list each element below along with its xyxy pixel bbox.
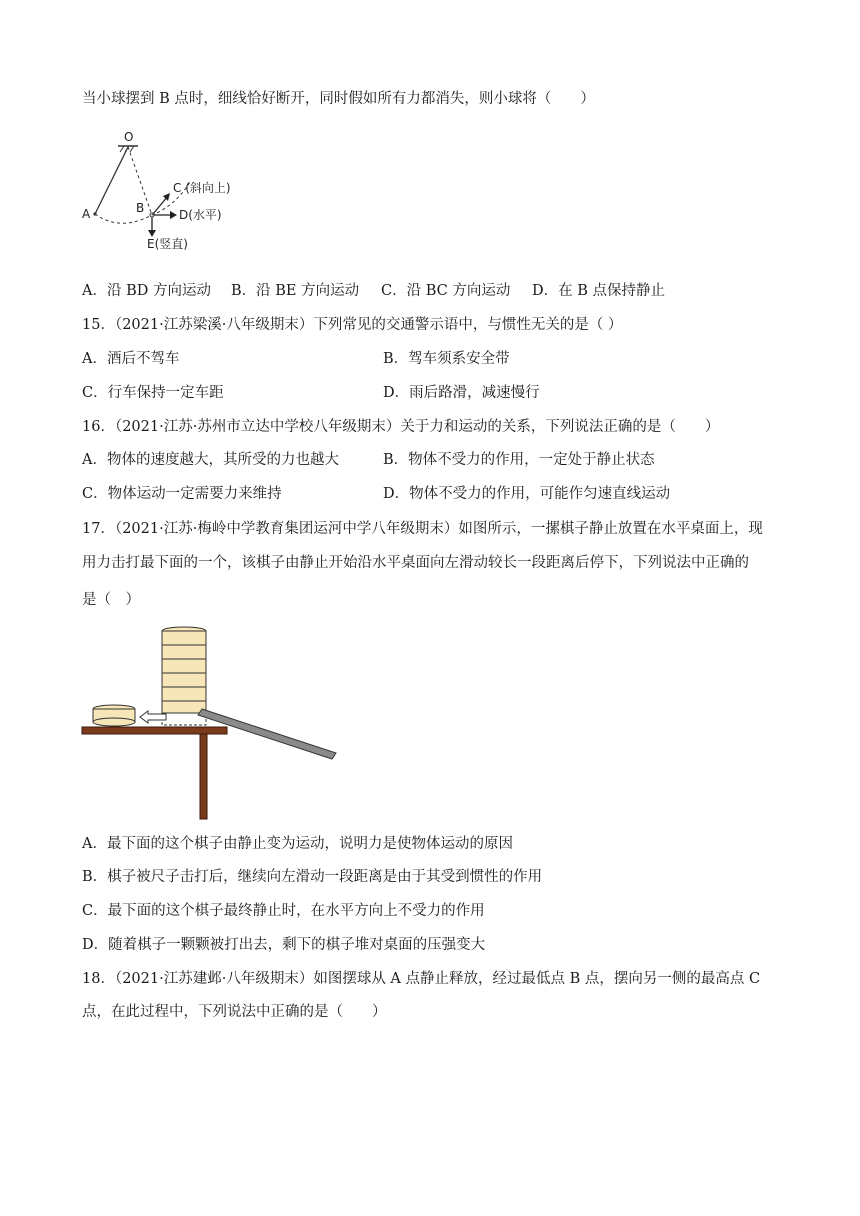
q16-stem: 16．（2021·江苏·苏州市立达中学校八年级期末）关于力和运动的关系，下列说法正确的是（ ） bbox=[82, 419, 720, 435]
checker-stack-diagram bbox=[80, 625, 340, 825]
struck-checker bbox=[93, 705, 135, 726]
q14-option-d: D．在 B 点保持静止 bbox=[532, 283, 665, 299]
q14-option-b: B．沿 BE 方向运动 bbox=[231, 283, 360, 299]
label-b: B bbox=[136, 201, 145, 215]
q14-option-c: C．沿 BC 方向运动 bbox=[381, 283, 511, 299]
q15-option-b: B．驾车须系安全带 bbox=[383, 351, 510, 367]
q17-option-a: A．最下面的这个棋子由静止变为运动，说明力是使物体运动的原因 bbox=[82, 836, 513, 852]
label-e: E(竖直) bbox=[147, 237, 188, 251]
pendulum-diagram bbox=[80, 124, 260, 264]
label-c: C (斜向上) bbox=[173, 181, 231, 195]
q16-option-d: D．物体不受力的作用，可能作匀速直线运动 bbox=[383, 486, 671, 502]
label-o: O bbox=[124, 130, 134, 144]
q15-option-c: C．行车保持一定车距 bbox=[82, 385, 224, 401]
q16-option-b: B．物体不受力的作用，一定处于静止状态 bbox=[383, 452, 655, 468]
label-a: A bbox=[82, 207, 91, 221]
q15-option-a: A．酒后不驾车 bbox=[82, 351, 180, 367]
checker-stack bbox=[162, 627, 206, 725]
q14-option-a: A．沿 BD 方向运动 bbox=[82, 283, 211, 299]
q16-option-a: A．物体的速度越大，其所受的力也越大 bbox=[82, 452, 339, 468]
q18-stem-line-2: 点，在此过程中，下列说法中正确的是（ ） bbox=[82, 1004, 387, 1020]
q17-stem-line-2: 用力击打最下面的一个，该棋子由静止开始沿水平桌面向左滑动较长一段距离后停下，下列说法中正确的 bbox=[82, 555, 749, 571]
q17-option-d: D．随着棋子一颗颗被打出去，剩下的棋子堆对桌面的压强变大 bbox=[82, 937, 486, 953]
q16-option-c: C．物体运动一定需要力来维持 bbox=[82, 486, 282, 502]
label-d: D(水平) bbox=[179, 208, 222, 222]
q17-option-b: B．棋子被尺子击打后，继续向左滑动一段距离是由于其受到惯性的作用 bbox=[82, 869, 543, 885]
q15-option-d: D．雨后路滑，减速慢行 bbox=[383, 385, 540, 401]
q17-stem-line-1: 17．（2021·江苏·梅岭中学教育集团运河中学八年级期末）如图所示，一摞棋子静止放置在水平桌面上，现 bbox=[82, 521, 763, 537]
q18-stem-line-1: 18．（2021·江苏建邺·八年级期末）如图摆球从 A 点静止释放，经过最低点 B 点，摆向另一侧的最高点 C bbox=[82, 971, 761, 987]
q14-stem: 当小球摆到 B 点时，细线恰好断开，同时假如所有力都消失，则小球将（ ） bbox=[82, 91, 595, 107]
q17-stem-line-3: 是（ ） bbox=[82, 592, 140, 608]
q15-stem: 15．（2021·江苏梁溪·八年级期末）下列常见的交通警示语中，与惯性无关的是（ ） bbox=[82, 317, 623, 333]
q17-option-c: C．最下面的这个棋子最终静止时，在水平方向上不受力的作用 bbox=[82, 903, 485, 919]
